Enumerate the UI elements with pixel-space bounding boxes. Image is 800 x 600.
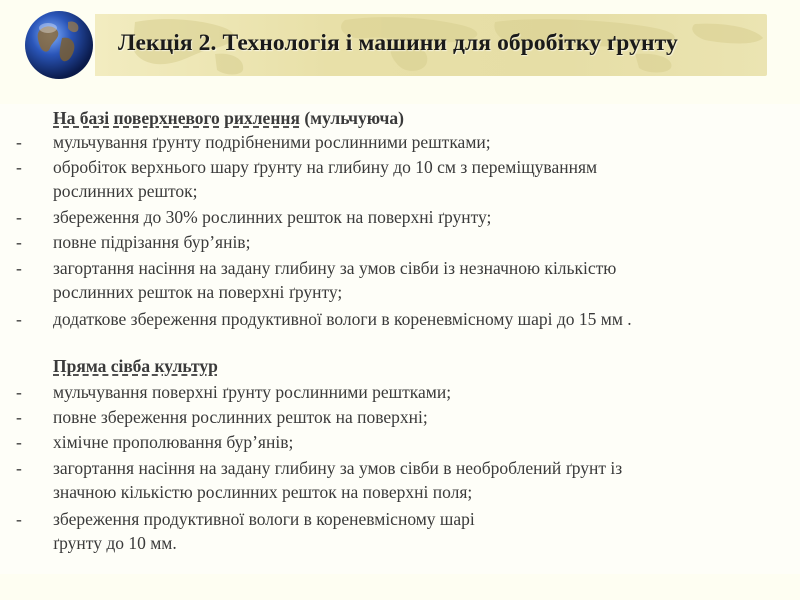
section-heading-mulch-paren: (мульчуюча) (299, 108, 404, 128)
page-title: Лекція 2. Технологія і машини для обробітку ґрунту (118, 30, 678, 56)
section-heading-direct-seeding (53, 356, 218, 377)
section-heading-direct-seeding-underlined: Пряма сівба культур (53, 356, 218, 376)
globe-icon (22, 8, 96, 82)
section-heading-mulch (53, 108, 404, 129)
section-heading-mulch-underlined: На базі поверхневого рихлення (53, 108, 300, 128)
slide-body: На базі поверхневого рихлення (мульчуюча) - мульчування ґрунту подрібненими рослинними рештками; - обробіток верхнього шару ґрунту на глибину до 10 см з переміщуванням рослинних решток; - збереження до 30% рослинних решток на поверхні ґрунту; - повне підрізання бур’янів; - загортання насіння на задану глибину за умов сівби із незначною кількістю рослинних решток на поверхні ґрунту; - додаткове збереження продуктивної вологи в кореневмісному шарі до 15 мм . Пряма сівба культур - мульчування поверхні ґрунту рослинними рештками; - повне збереження рослинних решток на поверхні; - хімічне прополювання бур’янів; - загортання насіння на задану глибину за умов сівби в необроблений ґрунт із значною кількістю рослинних решток на поверхні поля; - збереження продуктивної вологи в кореневмісному шарі ґрунту до 10 мм. (0, 104, 800, 574)
